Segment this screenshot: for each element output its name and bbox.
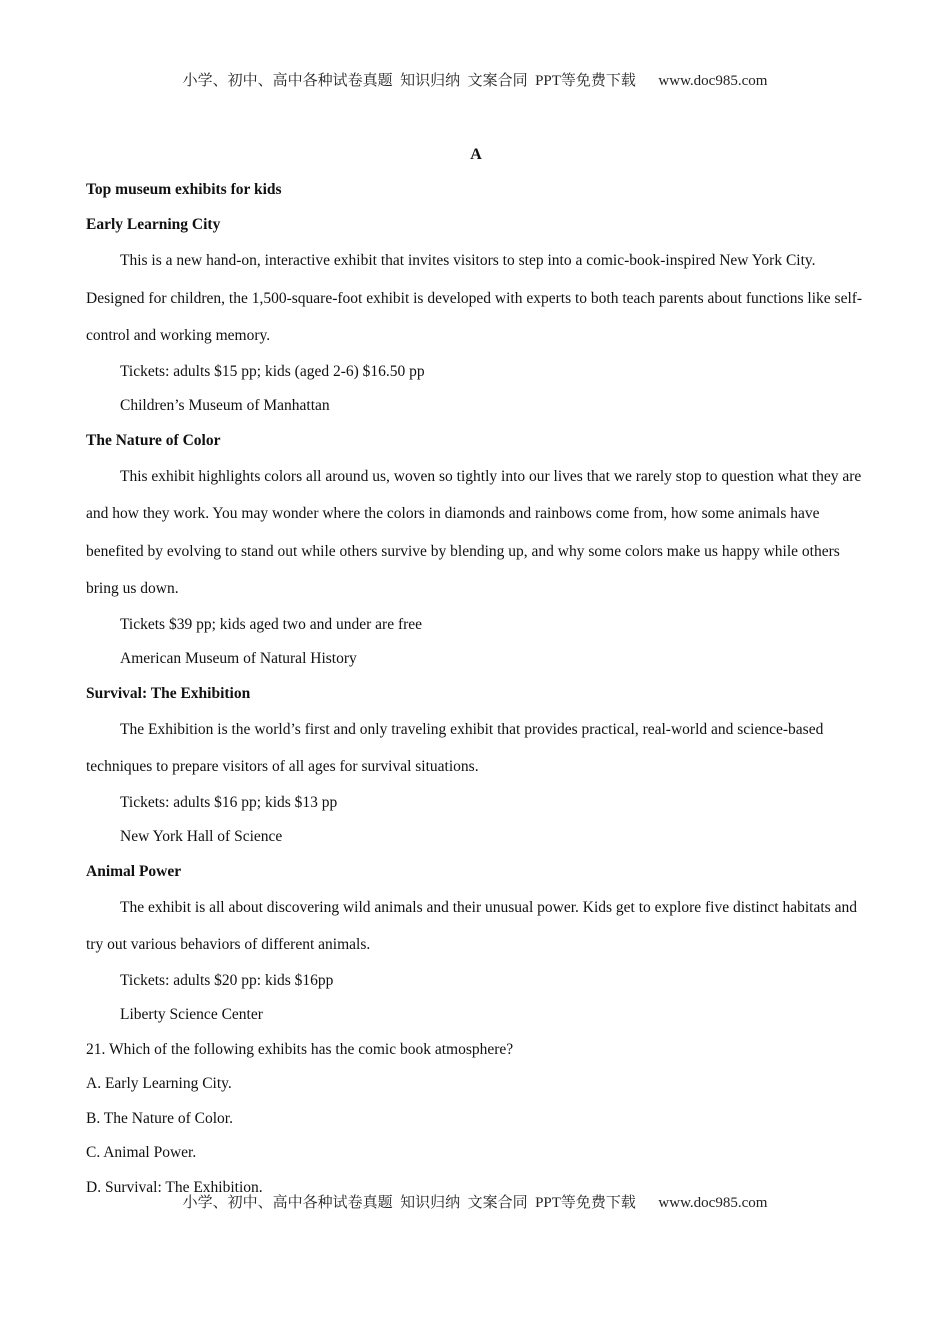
exhibit-title: Animal Power <box>86 862 182 880</box>
exhibit-nature-of-color <box>86 430 866 671</box>
exhibit-early-learning-city <box>86 214 866 417</box>
exhibit-description: The exhibit is all about discovering wild animals and their unusual power. Kids get to explore five distinct habitats and try out various behaviors of different animals. <box>86 898 857 953</box>
exhibit-survival <box>86 683 866 849</box>
exhibit-tickets: Tickets: adults $20 pp: kids $16pp <box>120 971 334 989</box>
exhibit-venue: American Museum of Natural History <box>120 650 357 667</box>
page-footer: 小学、初中、高中各种试卷真题 知识归纳 文案合同 PPT等免费下载 www.doc985.com <box>182 1195 768 1211</box>
page-header: 小学、初中、高中各种试卷真题 知识归纳 文案合同 PPT等免费下载 www.doc985.com <box>182 73 768 89</box>
exhibit-title: Early Learning City <box>86 216 221 233</box>
main-title: Top museum exhibits for kids <box>86 181 282 198</box>
exhibit-tickets: Tickets $39 pp; kids aged two and under are free <box>120 615 423 633</box>
section-letter: A <box>470 146 482 163</box>
exhibit-description: This is a new hand-on, interactive exhibit that invites visitors to step into a comic-book-inspired New York City. Designed for children, the 1,500-square-foot exhibit is developed with experts to both teach parents about functions like self-control and working memory. <box>86 252 863 344</box>
option-c: C. Animal Power. <box>86 1144 197 1161</box>
exhibit-venue: Liberty Science Center <box>120 1006 263 1023</box>
exhibit-venue: Children’s Museum of Manhattan <box>120 397 330 414</box>
option-b: B. The Nature of Color. <box>86 1109 233 1127</box>
exhibit-tickets: Tickets: adults $16 pp; kids $13 pp <box>120 793 338 811</box>
option-d: D. Survival: The Exhibition. <box>86 1178 263 1196</box>
question-21 <box>86 1039 866 1199</box>
option-a: A. Early Learning City. <box>86 1075 232 1092</box>
exhibit-title: Survival: The Exhibition <box>86 684 251 702</box>
exhibit-venue: New York Hall of Science <box>120 828 283 845</box>
question-text: 21. Which of the following exhibits has the comic book atmosphere? <box>86 1040 514 1058</box>
exhibit-animal-power <box>86 861 866 1027</box>
exhibit-description: This exhibit highlights colors all around us, woven so tightly into our lives that we rarely stop to question what they are and how they work. You may wonder where the colors in diamonds and rainbows come from, how some animals have benefited by evolving to stand out while others survive by blending up, and why some colors make us happy while others bring us down. <box>86 467 862 597</box>
exhibit-title: The Nature of Color <box>86 431 221 449</box>
exhibit-description: The Exhibition is the world’s first and only traveling exhibit that provides practical, real-world and science-based techniques to prepare visitors of all ages for survival situations. <box>86 720 824 775</box>
exhibit-tickets: Tickets: adults $15 pp; kids (aged 2-6) $16.50 pp <box>120 362 425 380</box>
article-content <box>86 144 866 1211</box>
